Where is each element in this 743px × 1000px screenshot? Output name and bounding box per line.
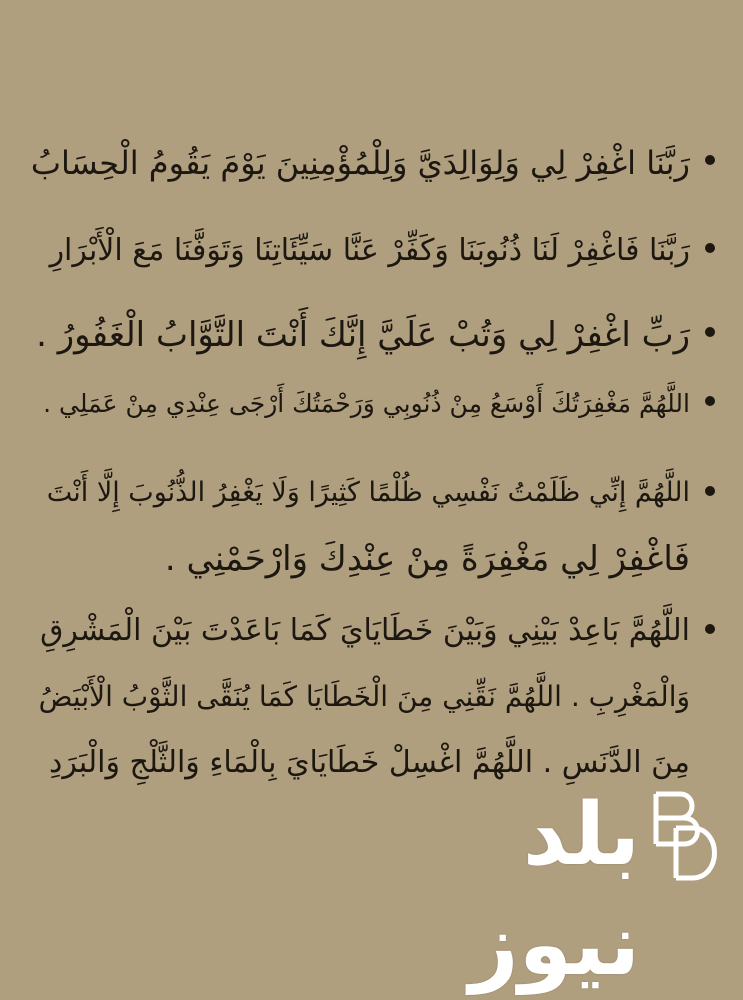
watermark-text: بلد نيوز	[469, 785, 640, 995]
dua-3	[30, 302, 690, 368]
dua-3-line-1: رَبِّ اغْفِرْ لِي وَتُبْ عَلَيَّ إِنَّكَ أَنْتَ التَّوَّابُ الْغَفُورُ .	[36, 315, 690, 355]
dua-1	[30, 130, 690, 196]
dua-6-line-3: مِنَ الدَّنَسِ . اللَّهُمَّ اغْسِلْ خَطَايَايَ بِالْمَاءِ وَالثَّلْجِ وَالْبَرَدِ	[49, 745, 690, 780]
bullet-5	[705, 486, 715, 496]
dua-4-line-1: اللَّهُمَّ مَغْفِرَتُكَ أَوْسَعُ مِنْ ذُنُوبِي وَرَحْمَتُكَ أَرْجَى عِنْدِي مِنْ عَمَلِي .	[43, 389, 690, 418]
bullet-3	[705, 327, 715, 337]
dua-5-line-1: اللَّهُمَّ إِنِّي ظَلَمْتُ نَفْسِي ظُلْمًا كَثِيرًا وَلَا يَغْفِرُ الذُّنُوبَ إِلَّا أَنْتَ	[46, 477, 690, 508]
dua-6-line-2: وَالْمَغْرِبِ . اللَّهُمَّ نَقِّنِي مِنَ الْخَطَايَا كَمَا يُنَقَّى الثَّوْبُ الْأَبْيَضُ	[38, 680, 690, 713]
bullet-4	[705, 396, 715, 406]
bullet-1	[705, 155, 715, 165]
dua-4	[30, 371, 690, 437]
site-logo-icon	[648, 788, 728, 884]
bullet-6	[705, 624, 715, 634]
dua-5	[30, 460, 690, 592]
dua-1-line-1: رَبَّنَا اغْفِرْ لِي وَلِوَالِدَيَّ وَلِلْمُؤْمِنِينَ يَوْمَ يَقُومُ الْحِسَابُ	[30, 144, 690, 182]
dua-6	[30, 598, 690, 796]
dua-6-line-1: اللَّهُمَّ بَاعِدْ بَيْنِي وَبَيْنَ خَطَايَايَ كَمَا بَاعَدْتَ بَيْنَ الْمَشْرِقِ	[40, 613, 690, 648]
dua-5-line-2: فَاغْفِرْ لِي مَغْفِرَةً مِنْ عِنْدِكَ وَارْحَمْنِي .	[164, 539, 690, 579]
dua-2-line-1: رَبَّنَا فَاغْفِرْ لَنَا ذُنُوبَنَا وَكَفِّرْ عَنَّا سَيِّئَاتِنَا وَتَوَفَّنَا مَعَ الْأَبْرَارِ	[49, 233, 690, 268]
site-watermark	[330, 780, 730, 995]
bullet-2	[705, 243, 715, 253]
dua-2	[30, 218, 690, 284]
